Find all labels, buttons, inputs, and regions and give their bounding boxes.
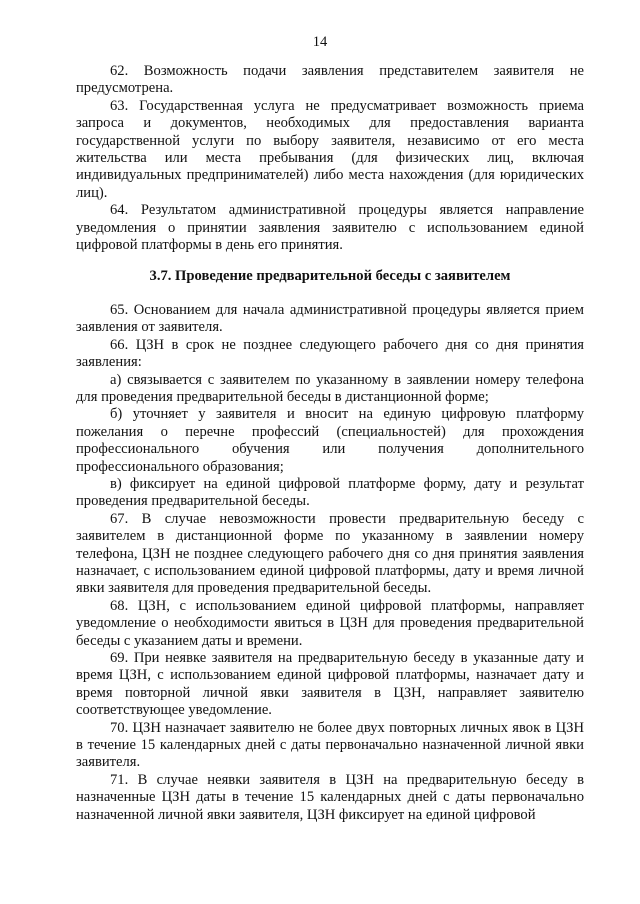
section-heading: 3.7. Проведение предварительной беседы с заявителем xyxy=(149,268,511,285)
paragraph-66-b: б) уточняет у заявителя и вносит на единую цифровую платформу пожелания о перечне профессий (специальностей) для прохождения профессионального обучения или получения дополнительного профессионального образования; xyxy=(76,406,584,475)
paragraph-64: 64. Результатом административной процедуры является направление уведомления о принятии заявления заявителю с использованием единой цифровой платформы в день его принятия. xyxy=(76,202,584,254)
paragraph-71: 71. В случае неявки заявителя в ЦЗН на предварительную беседу в назначенные ЦЗН даты в течение 15 календарных дней с даты первоначально назначенной личной явки заявителя, ЦЗН фиксирует на единой цифровой xyxy=(76,771,584,823)
paragraph-66-a: а) связывается с заявителем по указанному в заявлении номеру телефона для проведения предварительной беседы в дистанционной форме; xyxy=(76,371,584,405)
paragraph-63: 63. Государственная услуга не предусматривает возможность приема запроса и документов, необходимых для предоставления варианта государственной услуги по выбору заявителя, независимо от его места жительства или места пребывания (для физических лиц, включая индивидуальных предпринимателей) либо места нахождения (для юридических лиц). xyxy=(76,97,584,201)
document-body xyxy=(76,63,584,824)
paragraph-66-c: в) фиксирует на единой цифровой платформе форму, дату и результат проведения предварительной беседы. xyxy=(76,475,584,510)
paragraph-66: 66. ЦЗН в срок не позднее следующего рабочего дня со дня принятия заявления: xyxy=(76,336,584,371)
paragraph-67: 67. В случае невозможности провести предварительную беседу с заявителем в дистанционной форме по указанному в заявлении номеру телефона, ЦЗН не позднее следующего рабочего дня со дня принятия заявления назначает, с использованием единой цифровой платформы, дату и время личной явки заявителя для проведения предварительной беседы. xyxy=(76,510,584,597)
paragraph-70: 70. ЦЗН назначает заявителю не более двух повторных личных явок в ЦЗН в течение 15 календарных дней с даты первоначально назначенной личной явки заявителя. xyxy=(76,719,584,771)
spacer xyxy=(76,286,584,302)
paragraph-69: 69. При неявке заявителя на предварительную беседу в указанные дату и время ЦЗН, с использованием единой цифровой платформы, назначает дату и время повторной личной явки заявителя в ЦЗН, направляет заявителю соответствующее уведомление. xyxy=(76,650,584,719)
paragraph-62: 62. Возможность подачи заявления представителем заявителя не предусмотрена. xyxy=(76,63,584,97)
paragraph-68: 68. ЦЗН, с использованием единой цифровой платформы, направляет уведомление о необходимости явиться в ЦЗН для проведения предварительной беседы с указанием даты и времени. xyxy=(76,597,584,649)
spacer xyxy=(76,254,584,268)
page-number: 14 xyxy=(312,34,328,50)
paragraph-65: 65. Основанием для начала административной процедуры является прием заявления от заявителя. xyxy=(76,301,584,336)
